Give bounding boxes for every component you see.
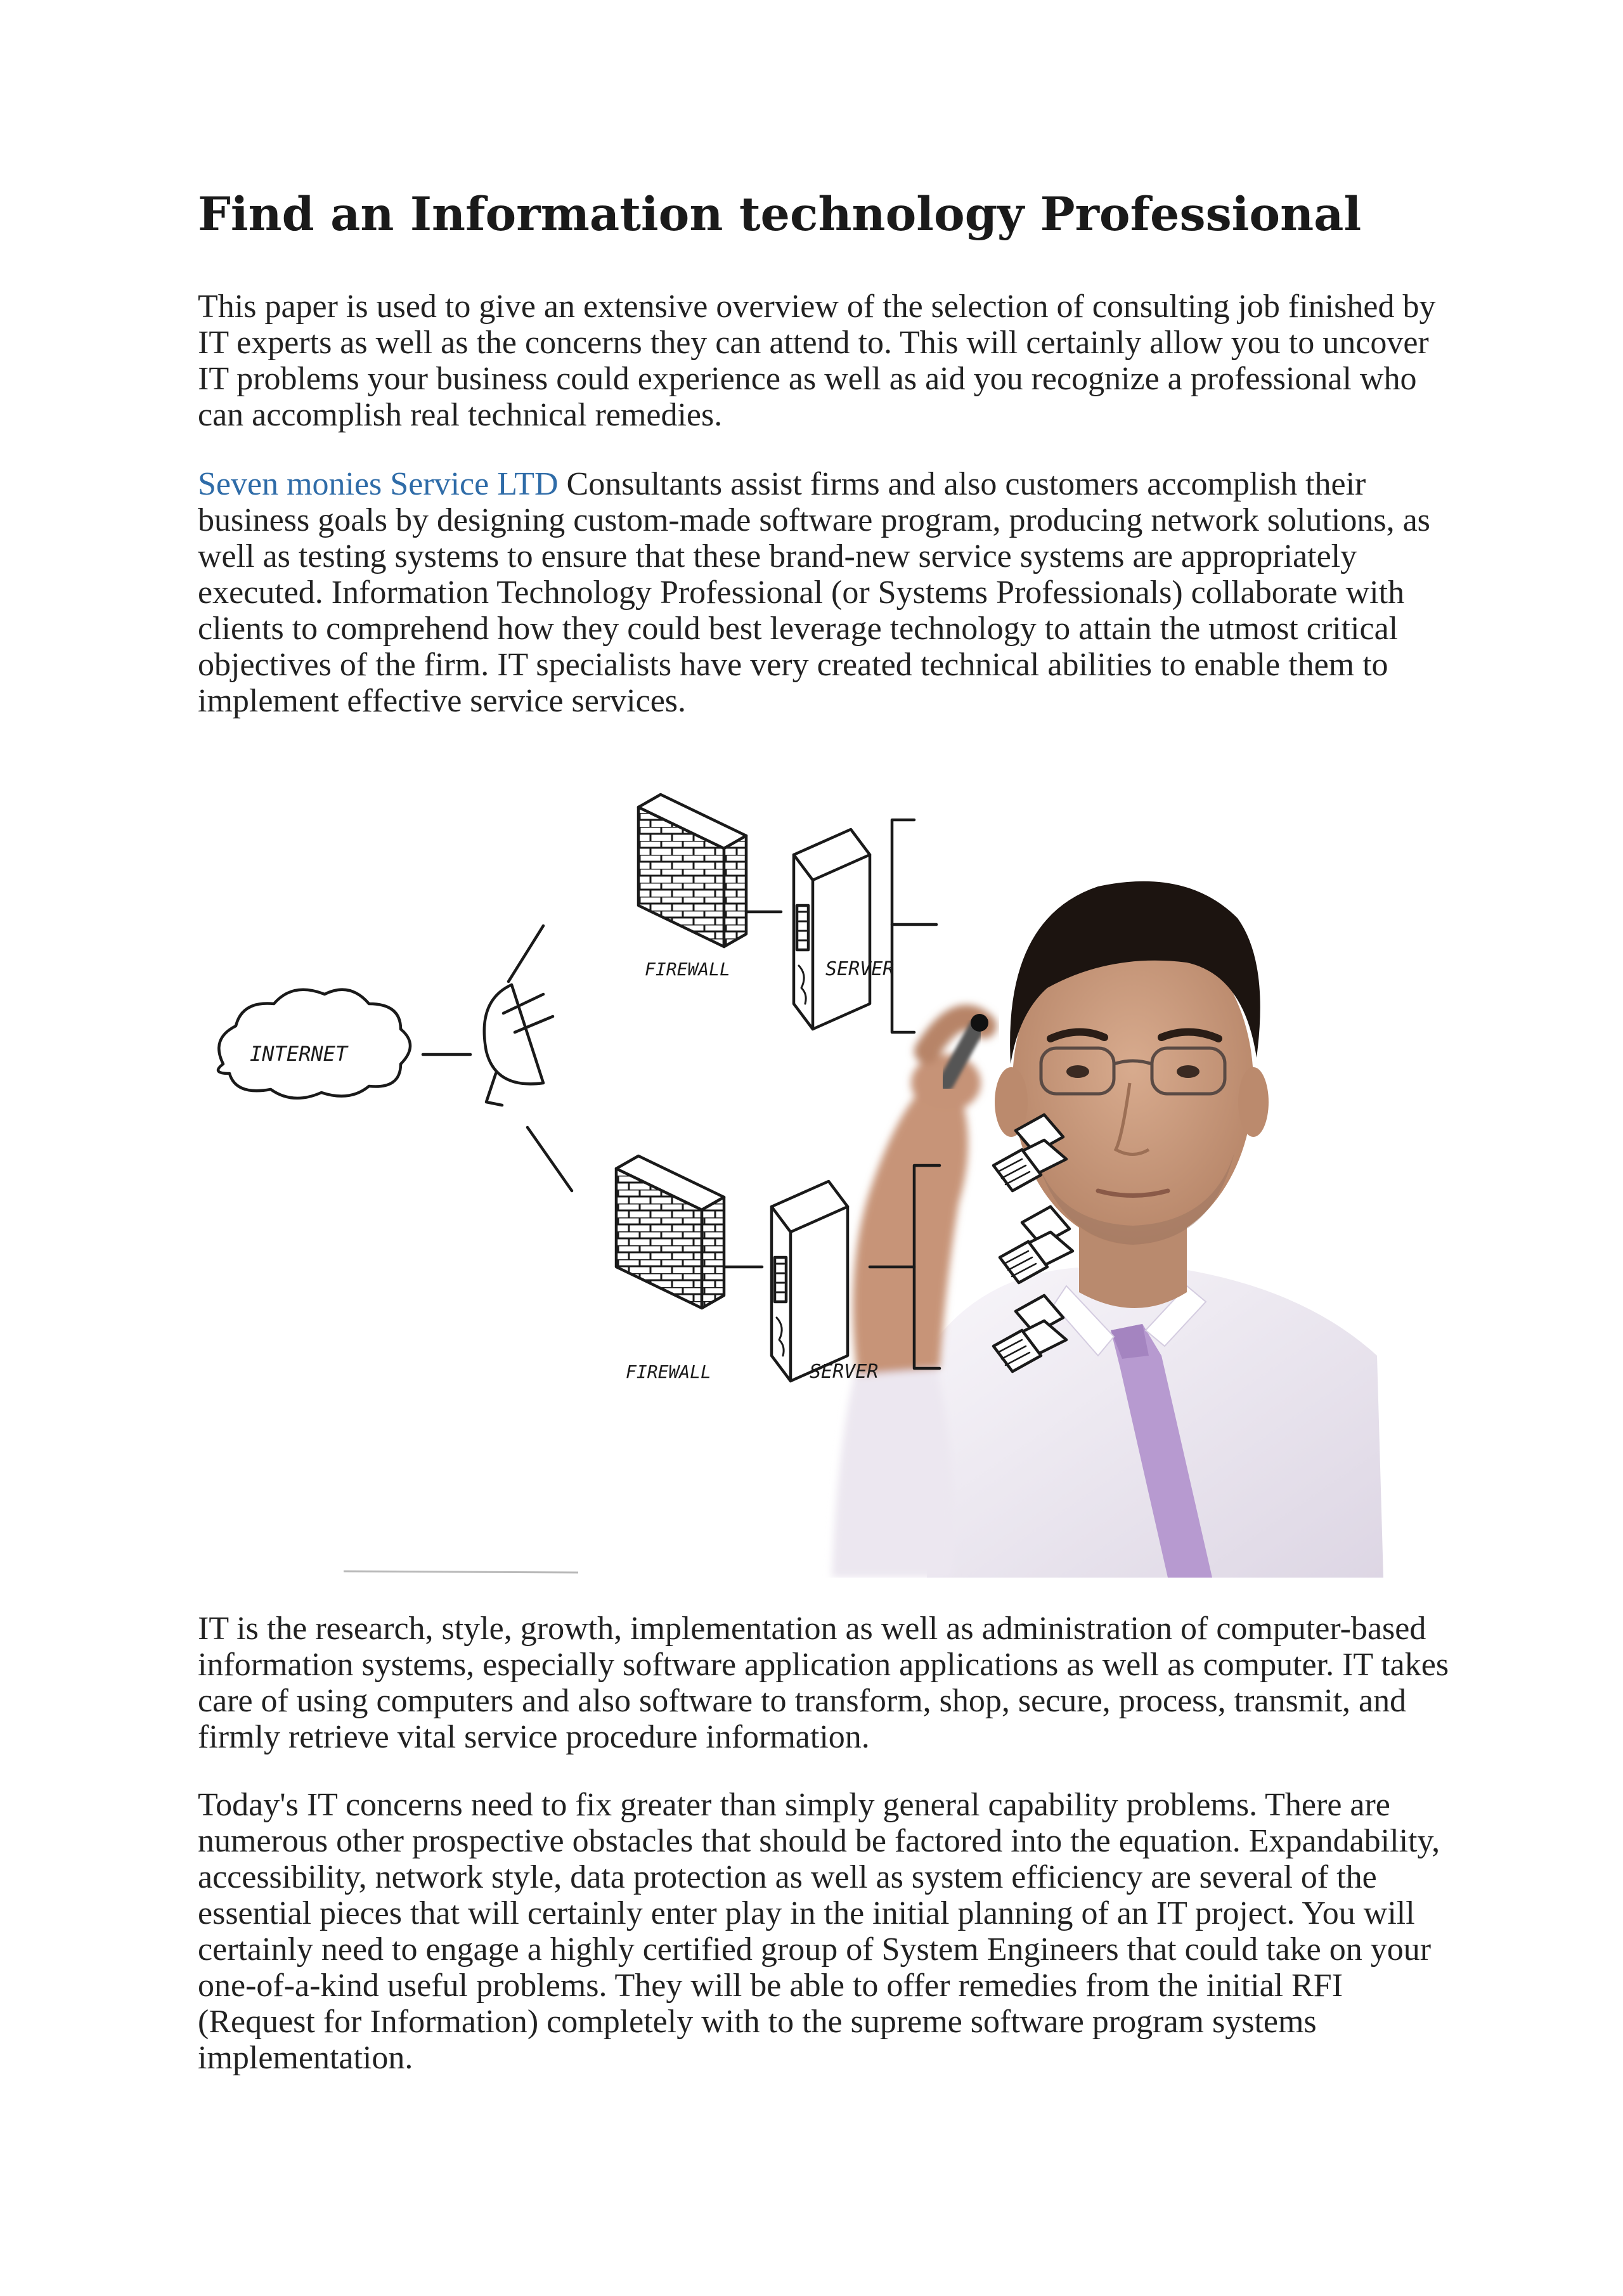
satellite-dish-icon	[484, 985, 553, 1105]
consultants-paragraph	[198, 466, 1459, 719]
network-sketch-illustration	[198, 785, 1383, 1578]
intro-paragraph: This paper is used to give an extensive overview of the selection of consulting job finished by IT experts as well as the concerns they can attend to. This will certainly allow you to uncover IT problems your business could experience as well as aid you recognize a professional who can accomplish real technical remedies.	[198, 289, 1436, 433]
server-bottom-icon	[772, 1181, 848, 1381]
firewall-bottom-label: FIREWALL	[626, 1361, 711, 1382]
image-baseline	[344, 1571, 578, 1573]
page-title: Find an Information technology Professional	[198, 187, 1362, 242]
firewall-bottom-icon	[616, 1156, 724, 1308]
consultants-text: Consultants assist firms and also customers accomplish their business goals by designing custom-made software program, producing network solutions, as well as testing systems to ensure that these brand-new service systems are appropriately executed. Information Technology Professional (or Systems Professionals) collaborate with clients to comprehend how they could best leverage technology to attain the utmost critical objectives of the firm. IT specialists have very created technical abilities to enable them to implement effective service services.	[198, 466, 1430, 719]
server-top-icon	[794, 829, 870, 1029]
definition-paragraph: IT is the research, style, growth, implementation as well as administration of computer-based information systems, especially software application applications as well as computer. IT takes care of using computers and also software to transform, shop, secure, process, transmit, and firmly retrieve vital service procedure information.	[198, 1611, 1449, 1755]
firewall-top-icon	[638, 795, 746, 947]
firewall-top-label: FIREWALL	[645, 959, 730, 980]
server-top-label: SERVER	[825, 958, 895, 980]
internet-label: INTERNET	[250, 1042, 348, 1066]
hero-image	[198, 785, 1383, 1578]
server-bottom-label: SERVER	[810, 1361, 879, 1383]
company-link[interactable]: Seven monies Service LTD	[198, 466, 559, 502]
today-paragraph: Today's IT concerns need to fix greater than simply general capability problems. There are numerous other prospective obstacles that should be factored into the equation. Expandability, accessibility, network style, data protection as well as system efficiency are several of the essential pieces that will certainly enter play in the initial planning of an IT project. You will certainly need to engage a highly certified group of System Engineers that could take on your one-of-a-kind useful problems. They will be able to offer remedies from the initial RFI (Request for Information) completely with to the supreme software program systems implementation.	[198, 1787, 1440, 2076]
